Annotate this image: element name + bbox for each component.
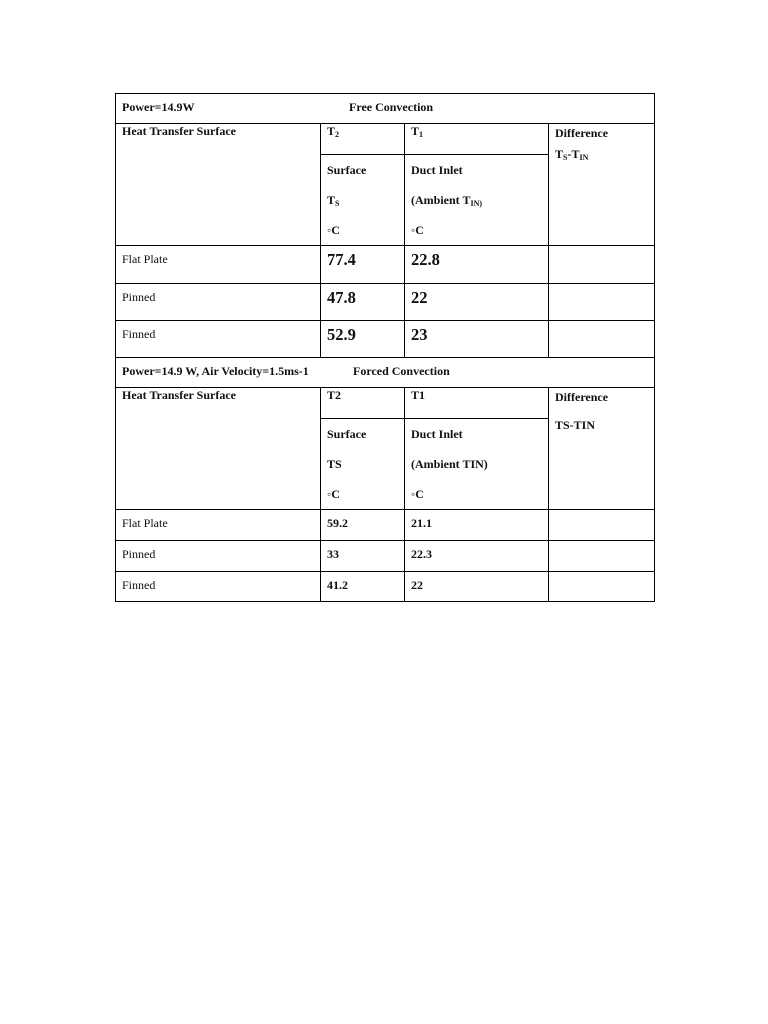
forced-title-row [116, 358, 655, 388]
forced-row-t1: 22 [405, 572, 549, 602]
free-row-surface: Pinned [116, 284, 321, 321]
forced-row-diff [549, 541, 655, 572]
table-row [116, 321, 655, 358]
convection-results-table [115, 93, 655, 602]
free-row-diff [549, 284, 655, 321]
forced-row-t2: 59.2 [321, 510, 405, 541]
free-row-t2: 52.9 [321, 321, 405, 358]
forced-row-t2: 33 [321, 541, 405, 572]
free-row-t1: 22 [405, 284, 549, 321]
forced-surface-ts-cell: Surface TS ◦C [321, 419, 405, 510]
free-title-row [116, 94, 655, 124]
free-row-t1: 22.8 [405, 246, 549, 284]
table-row [116, 284, 655, 321]
forced-row-t2: 41.2 [321, 572, 405, 602]
forced-col-diff-header: Difference TS-TIN [549, 388, 655, 510]
free-row-t1: 23 [405, 321, 549, 358]
forced-row-surface: Flat Plate [116, 510, 321, 541]
free-row-diff [549, 246, 655, 284]
free-col-diff-header: Difference $T_S-T_{IN}$ [549, 124, 655, 246]
forced-row-diff [549, 572, 655, 602]
free-row-surface: Flat Plate [116, 246, 321, 284]
forced-row-surface: Pinned [116, 541, 321, 572]
forced-title-cell [116, 358, 655, 388]
forced-col-t2-header: T2 [321, 388, 405, 419]
free-power-label: Power=14.9W [122, 100, 195, 114]
forced-row-surface: Finned [116, 572, 321, 602]
forced-convection-title: Forced Convection [353, 364, 450, 378]
forced-row-diff [549, 510, 655, 541]
free-col-surface-header: Heat Transfer Surface [116, 124, 321, 246]
forced-power-label: Power=14.9 W, Air Velocity=1.5ms-1 [122, 364, 309, 378]
table-row [116, 572, 655, 602]
forced-header-row [116, 388, 655, 419]
free-duct-inlet-cell: Duct Inlet (Ambient $T_{IN)}$ ◦C [405, 155, 549, 246]
forced-duct-inlet-cell: Duct Inlet (Ambient TIN) ◦C [405, 419, 549, 510]
free-row-surface: Finned [116, 321, 321, 358]
forced-row-t1: 22.3 [405, 541, 549, 572]
table-row [116, 510, 655, 541]
free-convection-title: Free Convection [349, 100, 434, 114]
free-col-t2-header: $T_2$ [321, 124, 405, 155]
free-col-t1-header: $T_1$ [405, 124, 549, 155]
free-title-cell [116, 94, 655, 124]
free-surface-ts-cell: Surface $T_S$ ◦C [321, 155, 405, 246]
free-row-t2: 47.8 [321, 284, 405, 321]
forced-col-surface-header: Heat Transfer Surface [116, 388, 321, 510]
table-row [116, 541, 655, 572]
free-row-diff [549, 321, 655, 358]
free-header-row [116, 124, 655, 155]
forced-row-t1: 21.1 [405, 510, 549, 541]
table-row [116, 246, 655, 284]
free-row-t2: 77.4 [321, 246, 405, 284]
forced-col-t1-header: T1 [405, 388, 549, 419]
